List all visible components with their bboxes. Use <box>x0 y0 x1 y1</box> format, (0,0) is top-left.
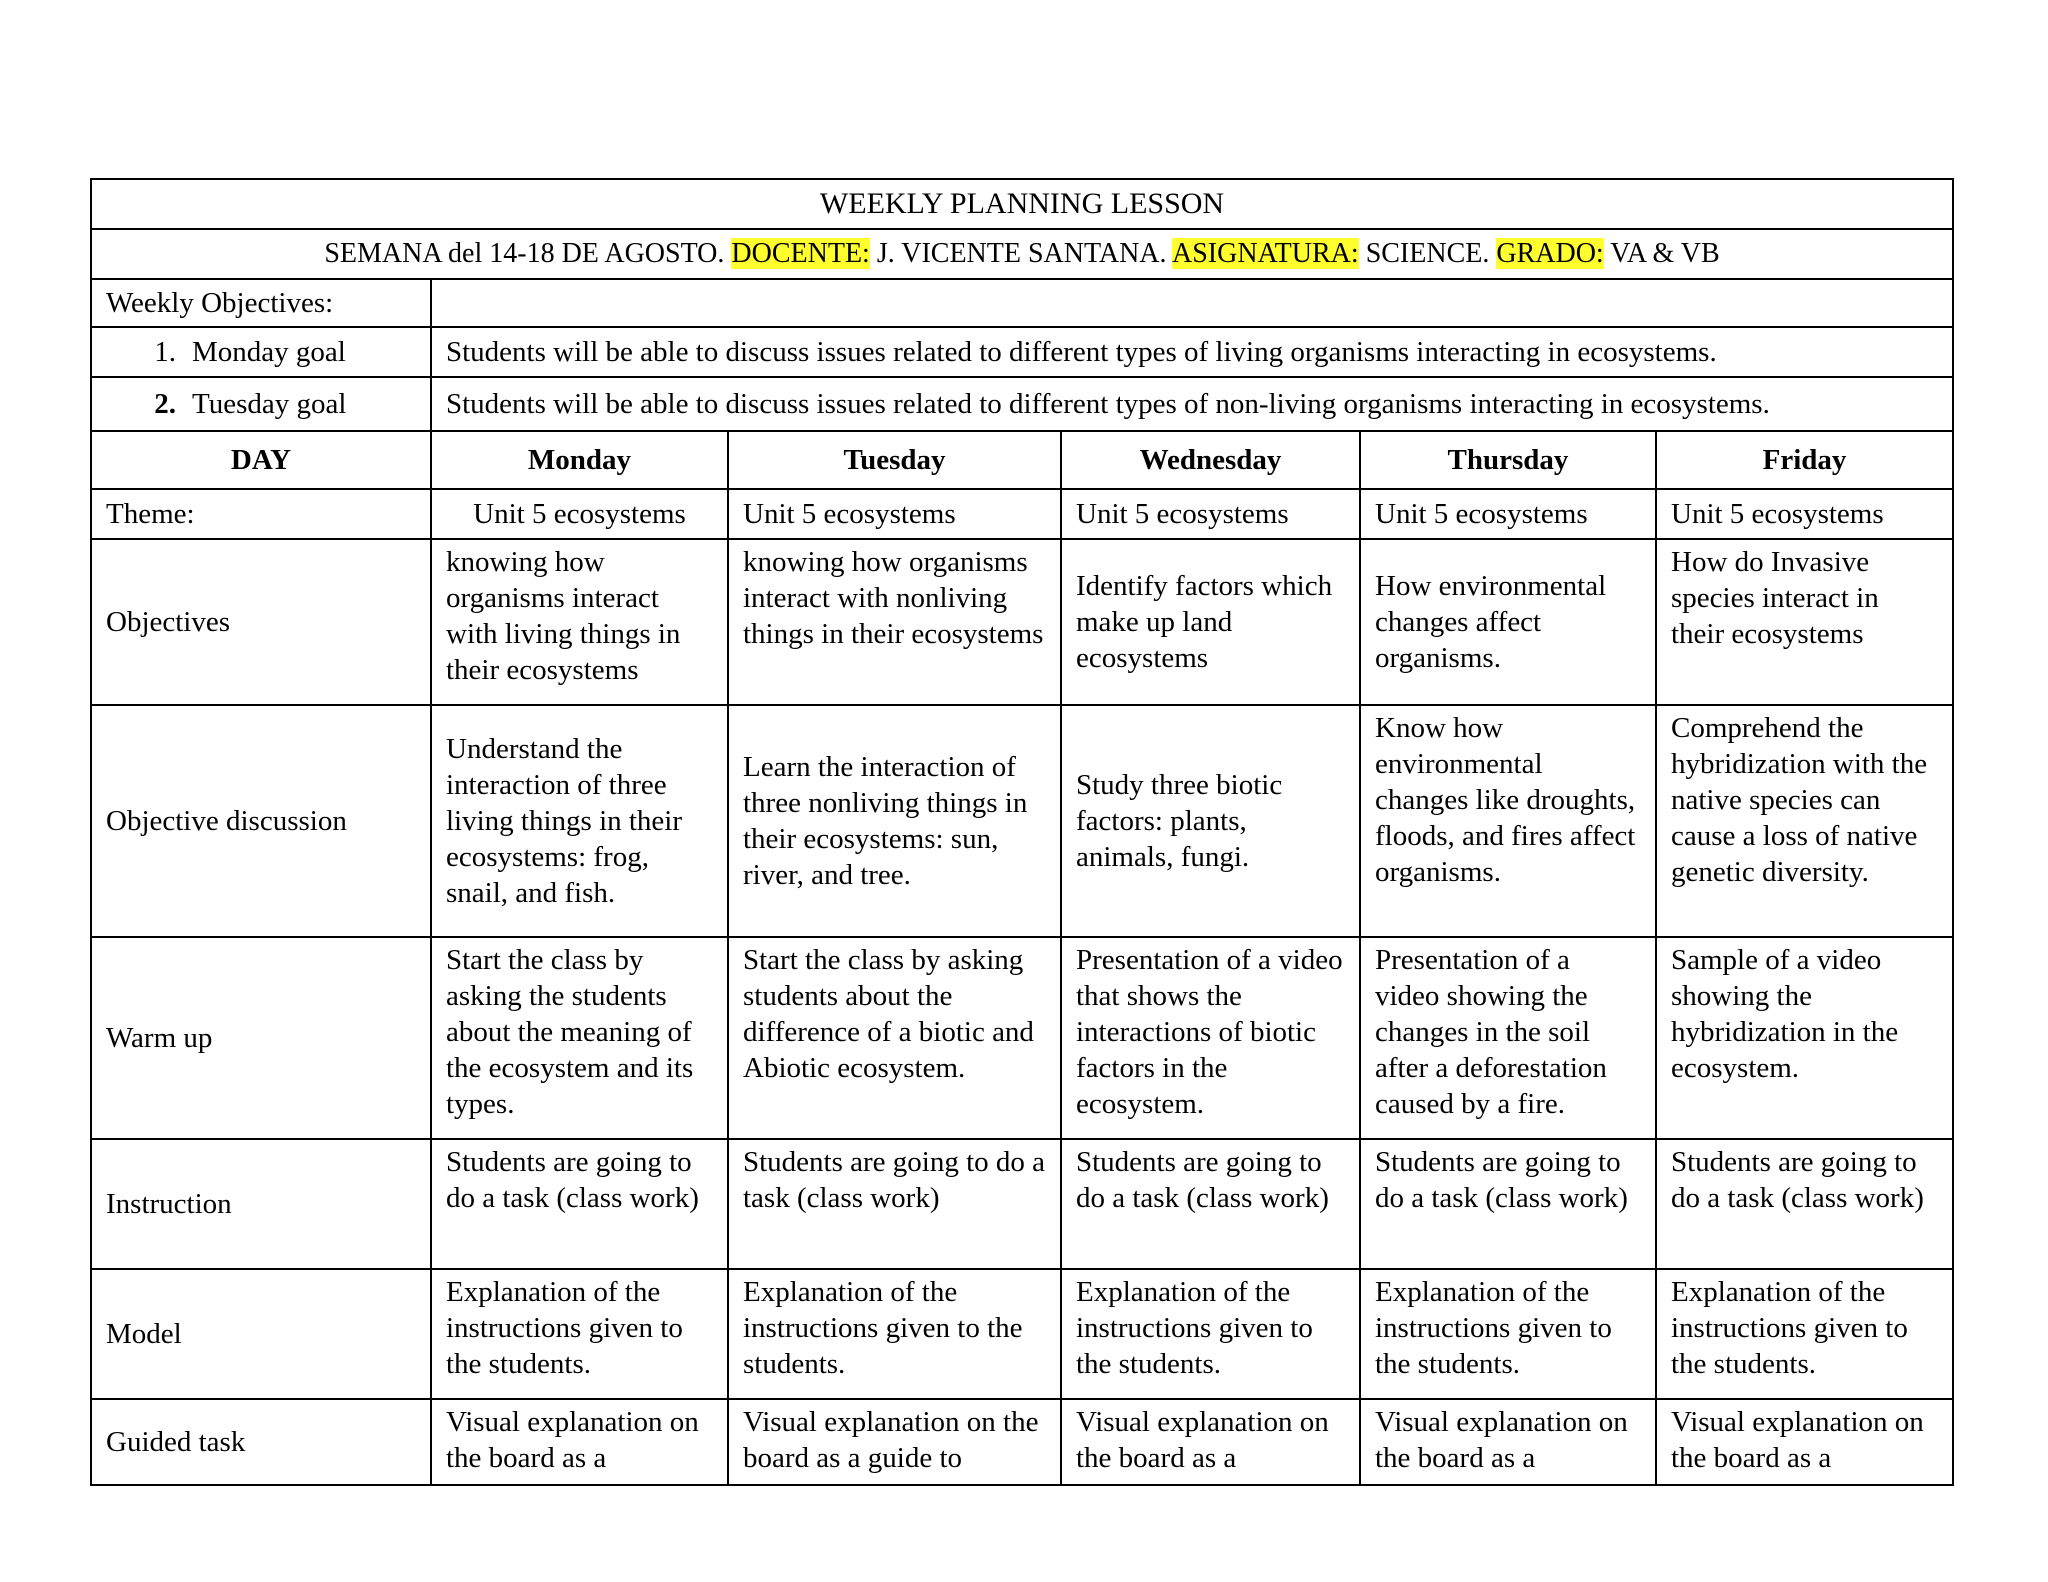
day-header: DAY <box>91 431 431 489</box>
model-cell: Explanation of the instructions given to the students. <box>431 1269 728 1399</box>
objective-discussion-cell: Know how environmental changes like droughts, floods, and fires affect organisms. <box>1360 705 1656 937</box>
day-thursday: Thursday <box>1360 431 1656 489</box>
guided-task-cell: Visual explanation on the board as a <box>1360 1399 1656 1485</box>
objective-discussion-cell: Learn the interaction of three nonliving things in their ecosystems: sun, river, and tree. <box>728 705 1061 937</box>
instruction-cell: Students are going to do a task (class work) <box>1061 1139 1360 1269</box>
instruction-cell: Students are going to do a task (class work) <box>431 1139 728 1269</box>
goal-number-1: 1. <box>154 336 176 368</box>
warm-up-label: Warm up <box>91 937 431 1139</box>
theme-cell: Unit 5 ecosystems <box>1656 489 1953 539</box>
theme-cell: Unit 5 ecosystems <box>1360 489 1656 539</box>
model-cell: Explanation of the instructions given to the students. <box>728 1269 1061 1399</box>
objective-discussion-label: Objective discussion <box>91 705 431 937</box>
subject-name: SCIENCE. <box>1365 238 1490 269</box>
model-cell: Explanation of the instructions given to the students. <box>1360 1269 1656 1399</box>
goal-row-1 <box>91 327 1953 377</box>
warm-up-cell: Sample of a video showing the hybridization in the ecosystem. <box>1656 937 1953 1139</box>
guided-task-cell: Visual explanation on the board as a <box>1656 1399 1953 1485</box>
objectives-cell: Identify factors which make up land ecosystems <box>1061 539 1360 705</box>
week-range: SEMANA del 14-18 DE AGOSTO. <box>324 238 725 269</box>
model-cell: Explanation of the instructions given to the students. <box>1656 1269 1953 1399</box>
weekly-objectives-label: Weekly Objectives: <box>91 279 431 327</box>
day-header-row <box>91 431 1953 489</box>
theme-cell: Unit 5 ecosystems <box>431 489 728 539</box>
warm-up-row <box>91 937 1953 1139</box>
weekly-objectives-row <box>91 279 1953 327</box>
model-label: Model <box>91 1269 431 1399</box>
weekly-planning-table <box>90 178 1954 1486</box>
theme-cell: Unit 5 ecosystems <box>1061 489 1360 539</box>
teacher-name: J. VICENTE SANTANA. <box>876 238 1167 269</box>
objectives-cell: How environmental changes affect organisms. <box>1360 539 1656 705</box>
instruction-label: Instruction <box>91 1139 431 1269</box>
info-row <box>91 229 1953 279</box>
model-row <box>91 1269 1953 1399</box>
day-friday: Friday <box>1656 431 1953 489</box>
instruction-cell: Students are going to do a task (class work) <box>1656 1139 1953 1269</box>
objective-discussion-cell: Understand the interaction of three living things in their ecosystems: frog, snail, and fish. <box>431 705 728 937</box>
subject-label: ASIGNATURA: <box>1172 238 1359 269</box>
objectives-label: Objectives <box>91 539 431 705</box>
guided-task-cell: Visual explanation on the board as a guide to <box>728 1399 1061 1485</box>
goal-text-1: Students will be able to discuss issues related to different types of living organisms interacting in ecosystems. <box>431 327 1953 377</box>
goal-text-2: Students will be able to discuss issues related to different types of non-living organisms interacting in ecosystems. <box>431 377 1953 431</box>
objective-discussion-row <box>91 705 1953 937</box>
day-wednesday: Wednesday <box>1061 431 1360 489</box>
goal-name-1: Monday goal <box>192 336 346 368</box>
theme-row <box>91 489 1953 539</box>
goal-label-1 <box>91 327 431 377</box>
goal-name-2: Tuesday goal <box>192 388 347 420</box>
instruction-cell: Students are going to do a task (class work) <box>728 1139 1061 1269</box>
warm-up-cell: Start the class by asking students about the difference of a biotic and Abiotic ecosystem. <box>728 937 1061 1139</box>
day-monday: Monday <box>431 431 728 489</box>
instruction-cell: Students are going to do a task (class work) <box>1360 1139 1656 1269</box>
theme-cell: Unit 5 ecosystems <box>728 489 1061 539</box>
goal-label-2 <box>91 377 431 431</box>
objectives-cell: How do Invasive species interact in their ecosystems <box>1656 539 1953 705</box>
guided-task-cell: Visual explanation on the board as a <box>431 1399 728 1485</box>
model-cell: Explanation of the instructions given to the students. <box>1061 1269 1360 1399</box>
objective-discussion-cell: Study three biotic factors: plants, animals, fungi. <box>1061 705 1360 937</box>
guided-task-row <box>91 1399 1953 1485</box>
grade-value: VA & VB <box>1610 238 1720 269</box>
weekly-objectives-empty <box>431 279 1953 327</box>
warm-up-cell: Presentation of a video that shows the interactions of biotic factors in the ecosystem. <box>1061 937 1360 1139</box>
goal-row-2 <box>91 377 1953 431</box>
warm-up-cell: Start the class by asking the students about the meaning of the ecosystem and its types. <box>431 937 728 1139</box>
objectives-cell: knowing how organisms interact with living things in their ecosystems <box>431 539 728 705</box>
objectives-cell: knowing how organisms interact with nonliving things in their ecosystems <box>728 539 1061 705</box>
objectives-row <box>91 539 1953 705</box>
goal-number-2: 2. <box>154 388 176 420</box>
grade-label: GRADO: <box>1496 238 1604 269</box>
theme-label: Theme: <box>91 489 431 539</box>
teacher-label: DOCENTE: <box>731 238 870 269</box>
day-tuesday: Tuesday <box>728 431 1061 489</box>
title-row <box>91 179 1953 229</box>
document-title: WEEKLY PLANNING LESSON <box>91 179 1953 229</box>
instruction-row <box>91 1139 1953 1269</box>
guided-task-cell: Visual explanation on the board as a <box>1061 1399 1360 1485</box>
objective-discussion-cell: Comprehend the hybridization with the native species can cause a loss of native genetic diversity. <box>1656 705 1953 937</box>
guided-task-label: Guided task <box>91 1399 431 1485</box>
course-info <box>91 229 1953 279</box>
warm-up-cell: Presentation of a video showing the changes in the soil after a deforestation caused by a fire. <box>1360 937 1656 1139</box>
